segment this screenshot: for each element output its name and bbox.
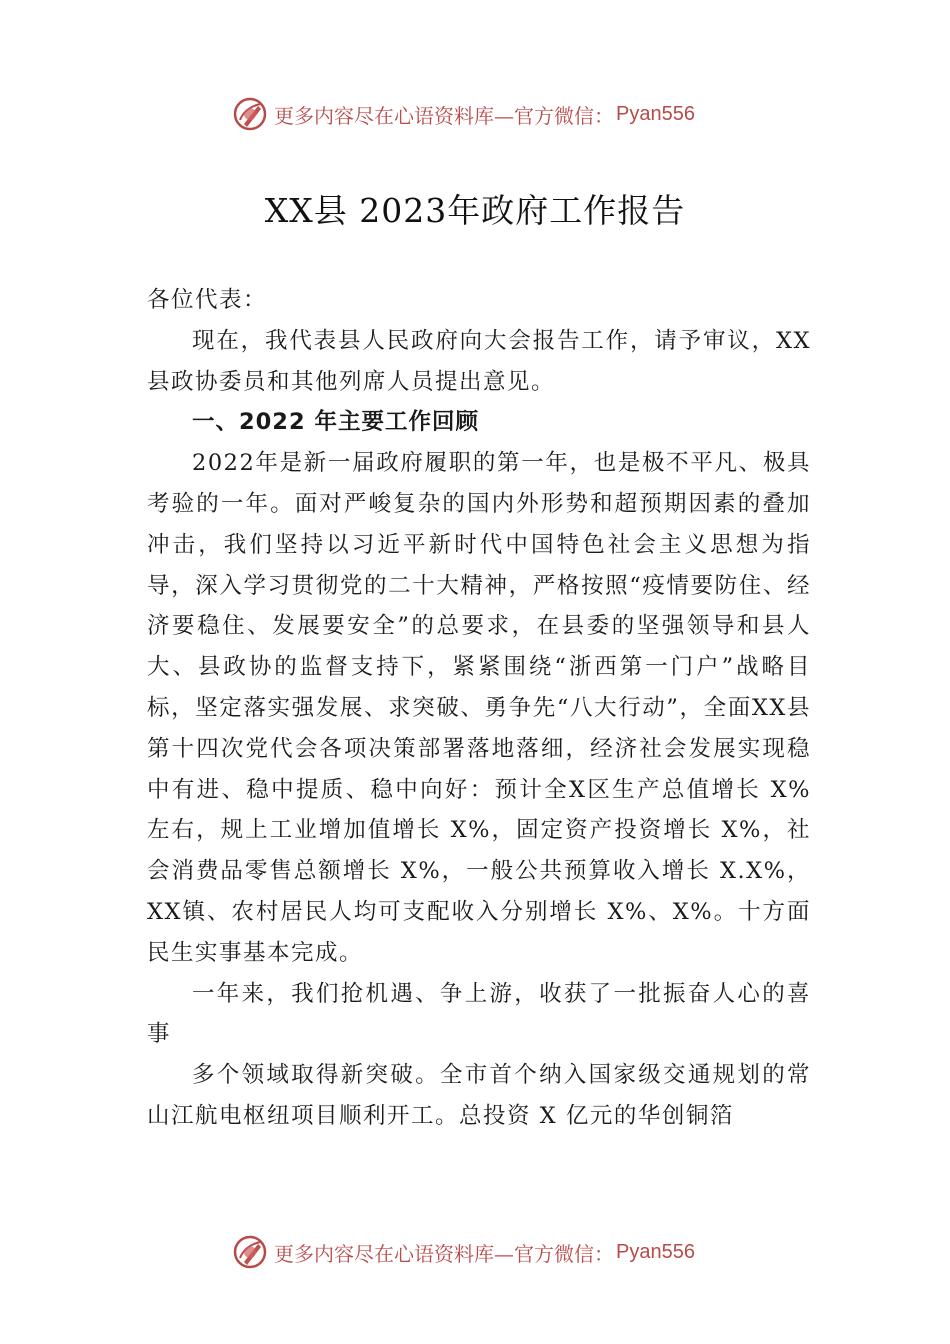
section-heading: 一、2022 年主要工作回顾 [192,409,479,436]
watermark-footer [232,1232,695,1272]
watermark-wechat-id: Pyan556 [616,102,695,125]
intro-paragraph: 现在，我代表县人民政府向大会报告工作，请予审议，XX县政协委员和其他列席人员提出意见。 [147,327,811,395]
paragraph-breakthroughs: 多个领域取得新突破。全市首个纳入国家级交通规划的常山江航电枢纽项目顺利开工。总投资 X 亿元的华创铜箔 [147,1062,811,1129]
watermark-wechat-id: Pyan556 [616,1240,695,1263]
page-title: XX县 2023年政府工作报告 [264,191,686,230]
watermark-header [232,94,695,134]
watermark-text: 更多内容尽在心语资料库—官方微信： [274,103,614,128]
document-body [147,280,811,1137]
paragraph-review: 2022年是新一届政府履职的第一年，也是极不平凡、极具考验的一年。面对严峻复杂的国内外形势和超预期因素的叠加冲击，我们坚持以习近平新时代中国特色社会主义思想为指导，深入学习贯彻党的二十大精神，严格按照“疫情要防住、经济要稳住、发展要安全”的总要求，在县委的坚强领导和县人大、县政协的监督支持下，紧紧围绕“浙西第一门户”战略目标，坚定落实强发展、求突破、勇争先“八大行动”，全面XX县第十四次党代会各项决策部署落地落细，经济社会发展实现稳中有进、稳中提质、稳中向好：预计全X区生产总值增长 X%左右，规上工业增加值增长 X%，固定资产投资增长 X%，社会消费品零售总额增长 X%，一般公共预算收入增长 X.X%，XX镇、农村居民人均可支配收入分别增长 X%、X%。十方面民生实事基本完成。 [147,450,811,966]
pen-logo-icon [232,1234,268,1270]
salutation: 各位代表： [147,287,268,313]
paragraph-achievements: 一年来，我们抢机遇、争上游，收获了一批振奋人心的喜事 [147,980,811,1048]
watermark-text: 更多内容尽在心语资料库—官方微信： [274,1241,614,1266]
pen-logo-icon [232,96,268,132]
